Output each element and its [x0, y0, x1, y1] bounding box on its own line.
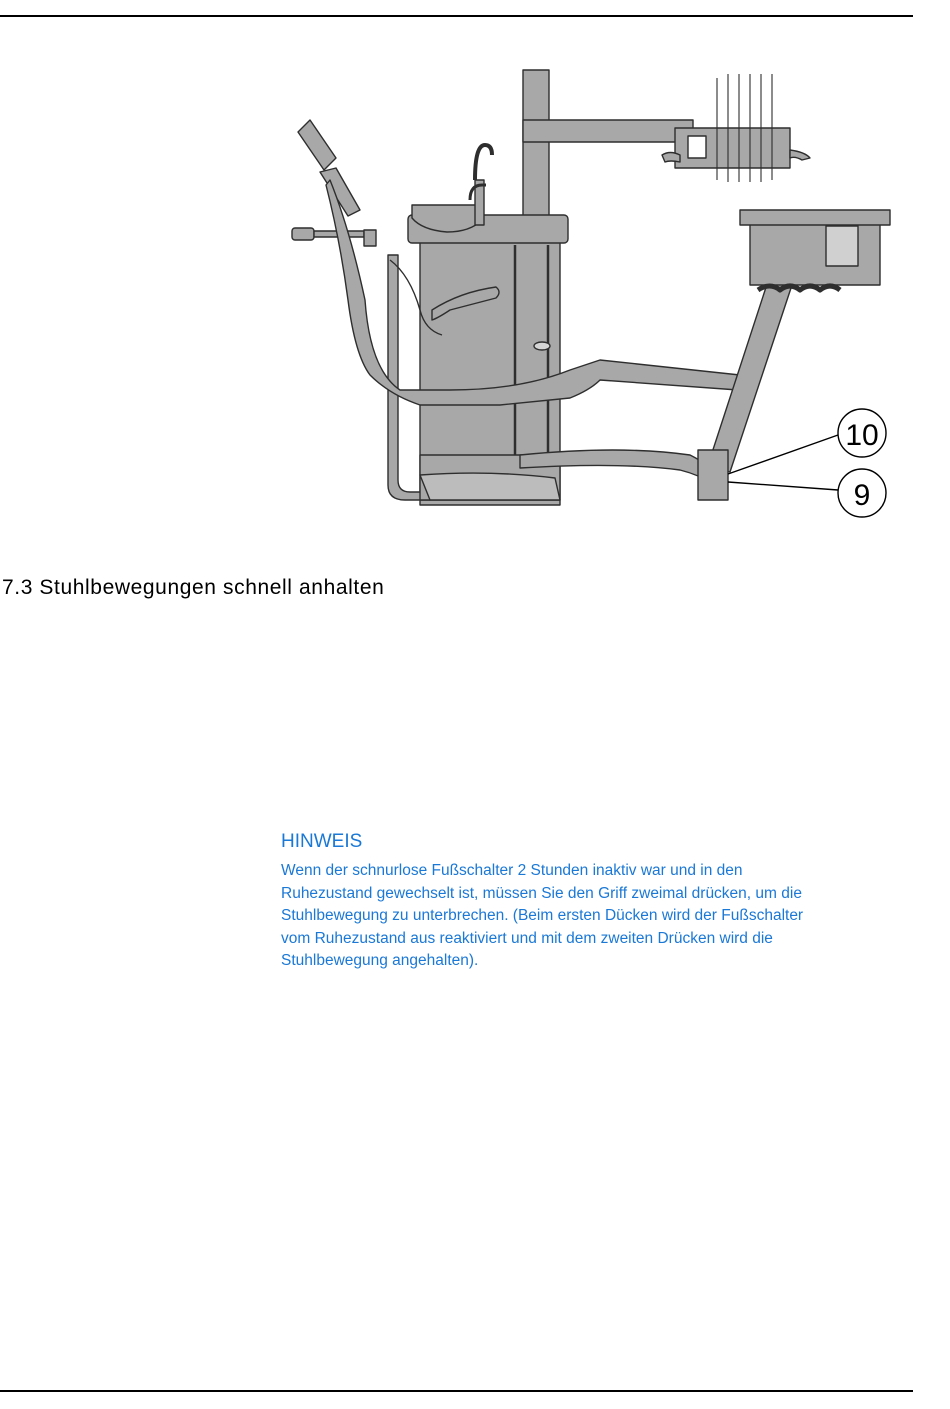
- notice-line: Stuhlbewegung zu unterbrechen. (Beim ersten Dücken wird der Fußschalter: [281, 907, 804, 924]
- notice-line: Wenn der schnurlose Fußschalter 2 Stunden inaktiv war und in den: [281, 862, 743, 879]
- callout-9-label: 9: [853, 479, 871, 512]
- upper-arm: [523, 120, 693, 142]
- headrest: [298, 120, 336, 170]
- column: [523, 70, 549, 220]
- dental-unit-figure: [270, 60, 910, 530]
- notice-line: vom Ruhezustand aus reaktiviert und mit dem zweiten Drücken wird die: [281, 929, 773, 947]
- notice-line: Ruhezustand gewechselt ist, müssen Sie den Griff zweimal drücken, um die: [281, 884, 802, 902]
- callout-10-label: 10: [845, 419, 879, 452]
- header-rule: [0, 15, 913, 17]
- notice-box: [281, 830, 911, 973]
- tray: [750, 220, 880, 285]
- section-title: 7.3 Stuhlbewegungen schnell anhalten: [2, 576, 385, 599]
- notice-text: [281, 860, 911, 973]
- footer-rule: [0, 1390, 913, 1392]
- notice-line: Stuhlbewegung angehalten).: [281, 952, 479, 969]
- notice-heading: HINWEIS: [281, 831, 363, 852]
